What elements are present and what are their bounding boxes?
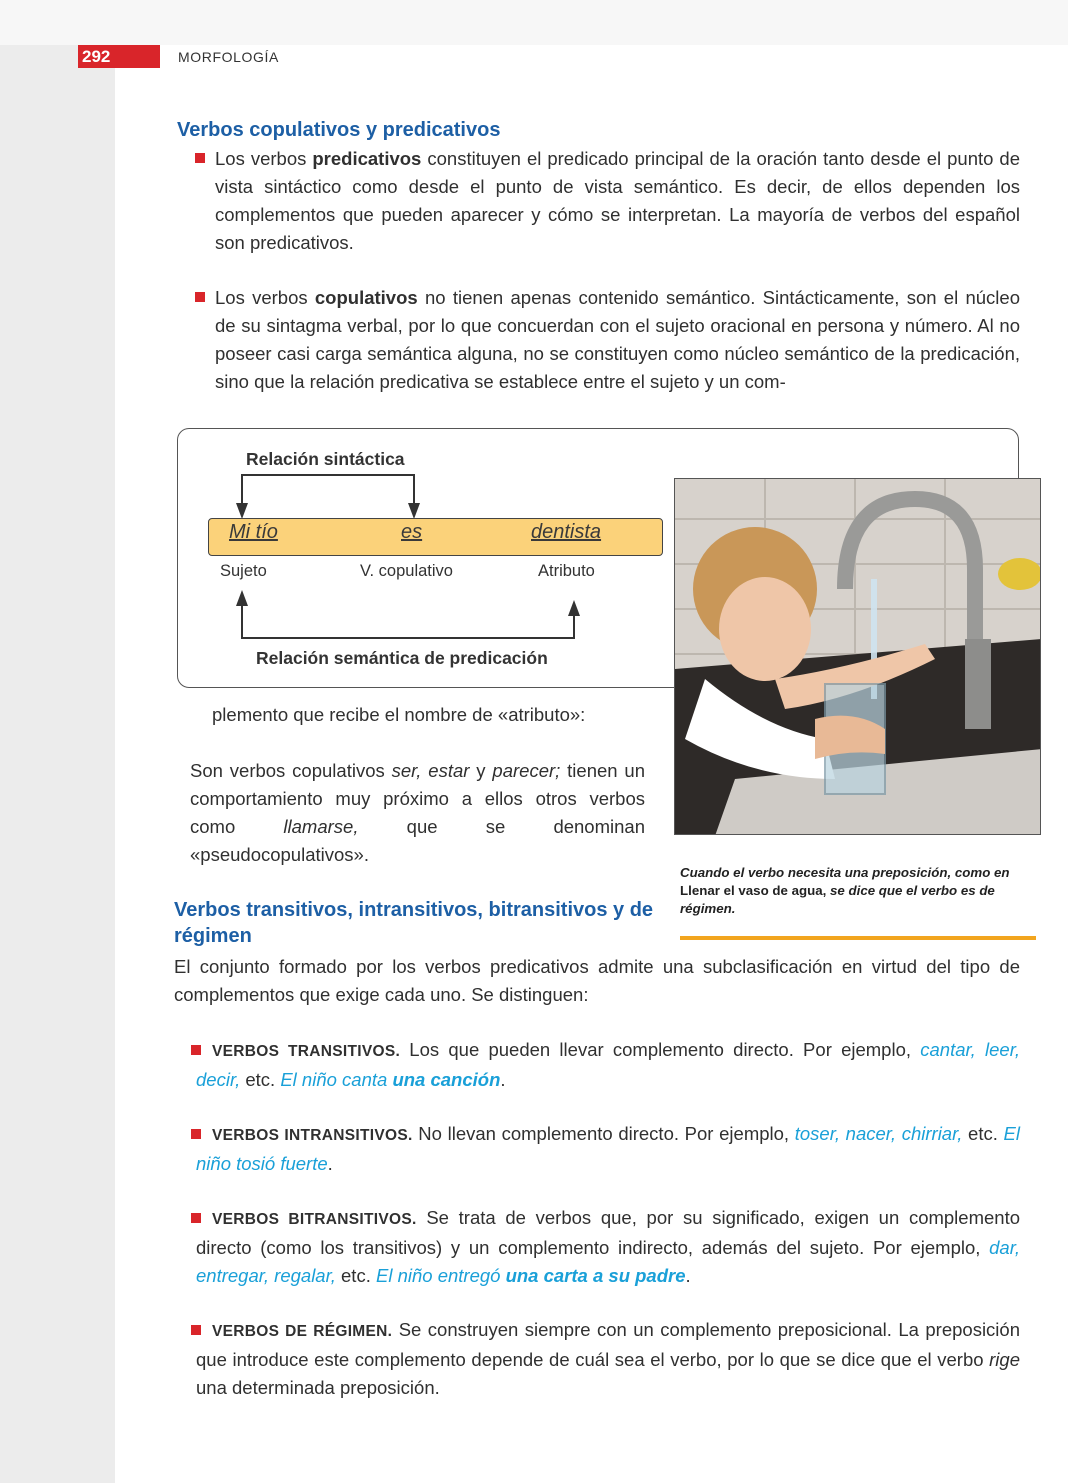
- bullet-marker: [195, 153, 205, 163]
- paragraph-intransitivos: VERBOS INTRANSITIVOS. No llevan complemento directo. Por ejemplo, toser, nacer, chirriar, etc. El niño tosió fuerte.: [196, 1123, 1020, 1174]
- term-copulativos: copulativos: [314, 287, 418, 308]
- caption-rule: [680, 936, 1036, 940]
- paragraph-intro-subclasificacion: El conjunto formado por los verbos predicativos admite una subclasificación en virtud del tipo de complementos que exige cada uno. Se distinguen:: [174, 956, 1020, 1005]
- paragraph-regimen: VERBOS DE RÉGIMEN. Se construyen siempre con un complemento preposicional. La preposición que introduce este complemento depende de cuál sea el verbo, por lo que se dice que el verbo rige una determinada preposición.: [196, 1319, 1020, 1398]
- paragraph-atributo-continuation: plemento que recibe el nombre de «atributo»:: [212, 704, 586, 725]
- paragraph-bitransitivos: VERBOS BITRANSITIVOS. Se trata de verbos que, por su significado, exigen un complemento directo (como los transitivos) y un complemento indirecto, además del sujeto. Por ejemplo, dar, entregar, regalar, etc. El niño entregó una carta a su padre.: [196, 1207, 1021, 1286]
- bullet-marker: [195, 292, 205, 302]
- page-number: 292: [78, 45, 160, 68]
- semantic-bracket-bottom: [241, 637, 575, 639]
- syntactic-bracket-top: [241, 474, 414, 476]
- function-label-verb: V. copulativo: [360, 562, 453, 580]
- word-subject: Mi tío: [229, 521, 278, 543]
- word-attribute: dentista: [531, 521, 602, 543]
- function-label-attribute: Atributo: [538, 562, 595, 580]
- running-head: MORFOLOGÍA: [178, 49, 279, 65]
- arrow-down-icon: [408, 503, 420, 519]
- semantic-bracket-left: [241, 603, 243, 638]
- paragraph-transitivos: VERBOS TRANSITIVOS. Los que pueden llevar complemento directo. Por ejemplo, cantar, leer, decir, etc. El niño canta una canción.: [196, 1039, 1020, 1090]
- photo-caption: Cuando el verbo necesita una preposición, como en Llenar el vaso de agua, se dice que el verbo es de régimen.: [680, 865, 1010, 916]
- section-title-transitividad: Verbos transitivos, intransitivos, bitransitivos y de régimen: [174, 899, 654, 947]
- paragraph-predicativos: Los verbos predicativos constituyen el predicado principal de la oración tanto desde el punto de vista sintáctico como desde el punto de vista semántico. Es decir, de ellos dependen los complementos que pueden aparecer y cómo se interpretan. La mayoría de verbos del español son predicativos.: [215, 148, 1020, 253]
- term-predicativos: predicativos: [312, 148, 422, 169]
- section-title-copulativos: Verbos copulativos y predicativos: [177, 119, 501, 141]
- semantic-bracket-right: [573, 613, 575, 638]
- photo-illustration: [675, 479, 1041, 835]
- paragraph-copulativos: Los verbos copulativos no tienen apenas contenido semántico. Sintácticamente, son el núcleo de su sintagma verbal, por lo que concuerdan con el sujeto oracional en persona y número. Al no poseer casi carga semántica alguna, no se constituyen como núcleo semántico de la predicación, sino que la relación predicativa se establece entre el sujeto y un com-: [215, 287, 1020, 392]
- page-margin: [0, 0, 115, 1483]
- function-label-subject: Sujeto: [220, 562, 267, 580]
- word-verb: es: [401, 521, 423, 543]
- paragraph-copulative-verbs: Son verbos copulativos ser, estar y parecer; tienen un comportamiento muy próximo a ellos otros verbos como llamarse, que se denominan «pseudocopulativos».: [190, 760, 646, 865]
- page-top-margin: [0, 0, 1068, 45]
- photo-child-filling-glass: [674, 478, 1041, 835]
- arrow-down-icon: [236, 503, 248, 519]
- diagram-label-syntactic: Relación sintáctica: [246, 449, 405, 469]
- diagram-label-semantic: Relación semántica de predicación: [256, 648, 548, 668]
